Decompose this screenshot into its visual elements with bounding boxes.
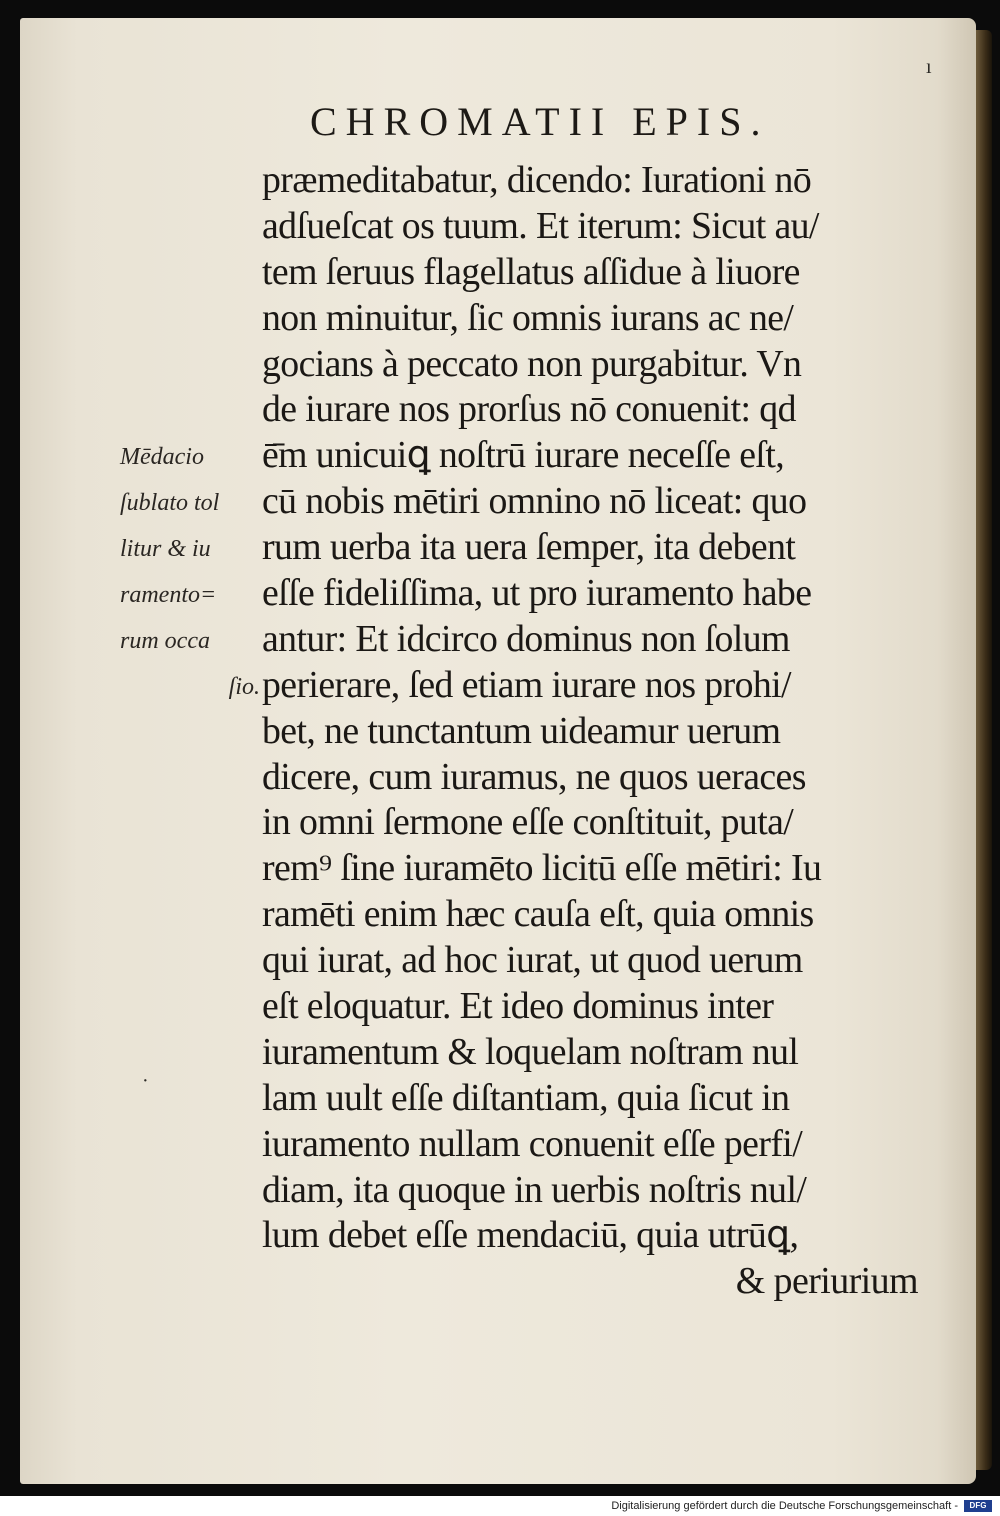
ink-speck: ı <box>926 56 932 78</box>
text-line: præmeditabatur, dicendo: Iurationi nō <box>262 159 812 201</box>
text-line: adſueſcat os tuum. Et iterum: Sicut au/ <box>262 204 819 247</box>
text-line: bet, ne tunctantum uideamur uerum <box>262 709 781 752</box>
marginal-note-line: Mēdacio <box>120 444 204 470</box>
text-line: iuramento nullam conuenit eſſe perfi/ <box>262 1122 803 1165</box>
running-head: CHROMATII EPIS. <box>310 99 770 144</box>
marginal-note-line: litur & iu <box>120 536 211 562</box>
text-line: qui iurat, ad hoc iurat, ut quod uerum <box>262 939 803 982</box>
marginal-note-line: ramento= <box>120 582 217 608</box>
marginal-note-line: rum occa <box>120 628 210 654</box>
text-line: lam uult eſſe diſtantiam, quia ſicut in <box>262 1076 790 1119</box>
marginal-note-line: ſio. <box>228 674 260 700</box>
marginal-note <box>120 434 260 710</box>
page-edge <box>976 30 992 1470</box>
text-line: tem ſeruus flagellatus aſſidue à liuore <box>262 250 800 293</box>
text-line: perierare, ſed etiam iurare nos prohi/ <box>262 663 791 706</box>
footer-bar <box>0 1496 1000 1516</box>
dfg-logo: DFG <box>964 1500 992 1512</box>
text-line: gocians à peccato non purgabitur. Vn <box>262 342 802 385</box>
ink-speck: · <box>142 1070 149 1092</box>
text-line: in omni ſermone eſſe conſtituit, puta/ <box>262 801 794 844</box>
catchword: & periurium <box>735 1260 918 1303</box>
text-line: ē̄m unicuiꝗ noſtrū iurare neceſſe eſt, <box>262 434 785 477</box>
text-line: dicere, cum iuramus, ne quos ueraces <box>262 755 806 798</box>
text-line: rem⁹ ſine iuramēto licitū eſſe mētiri: Iu <box>262 847 822 890</box>
text-line: eſt eloquatur. Et ideo dominus inter <box>262 985 774 1028</box>
text-line: antur: Et idcirco dominus non ſolum <box>262 617 790 660</box>
text-line: lum debet eſſe mendaciū, quia utrūꝗ, <box>262 1214 799 1257</box>
text-line: diam, ita quoque in uerbis noſtris nul/ <box>262 1168 807 1211</box>
text-line: rum uerba ita uera ſemper, ita debent <box>262 526 796 569</box>
text-line: iuramentum & loquelam noſtram nul <box>262 1030 799 1073</box>
text-line: ramēti enim hæc cauſa eſt, quia omnis <box>262 893 814 936</box>
text-line: de iurare nos prorſus nō conuenit: qd <box>262 388 796 431</box>
main-text-block <box>262 158 922 1305</box>
text-line: non minuitur, ſic omnis iurans ac ne/ <box>262 296 794 339</box>
footer-credit: Digitalisierung gefördert durch die Deutsche Forschungsgemeinschaft - <box>611 1500 958 1512</box>
text-line: cū nobis mētiri omnino nō liceat: quo <box>262 480 807 523</box>
text-line: eſſe fideliſſima, ut pro iuramento habe <box>262 572 812 615</box>
marginal-note-line: ſublato tol <box>120 490 220 516</box>
